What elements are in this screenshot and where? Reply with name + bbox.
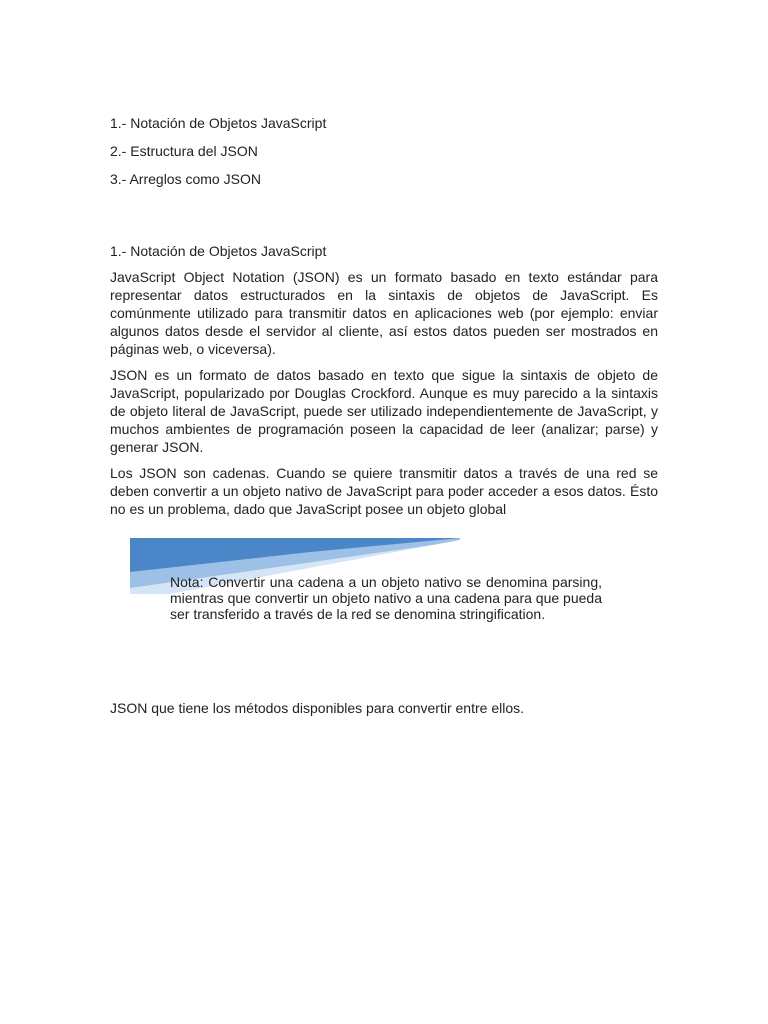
paragraph-json-definition: JavaScript Object Notation (JSON) es un formato basado en texto estándar para representar datos estructurados en la sintaxis de objetos de JavaScript. Es comúnmente utilizado para transmitir datos en aplicaciones web (por ejemplo: enviar algunos datos desde el servidor al cliente, así estos datos pueden ser mostrados en páginas web, o viceversa).: [110, 269, 658, 357]
section-content: [110, 242, 658, 517]
table-of-contents: [110, 114, 660, 198]
section-heading: 1.- Notación de Objetos JavaScript: [110, 243, 327, 259]
paragraph-json-format: JSON es un formato de datos basado en texto que sigue la sintaxis de objeto de JavaScript, popularizado por Douglas Crockford. Aunque es muy parecido a la sintaxis de objeto literal de JavaScript, puede ser utilizado independientemente de JavaScript, y muchos ambientes de programación poseen la capacidad de leer (analizar; parse) y generar JSON.: [110, 367, 658, 455]
toc-item-3: 3.- Arreglos como JSON: [110, 171, 261, 187]
paragraph-json-strings: Los JSON son cadenas. Cuando se quiere transmitir datos a través de una red se deben convertir a un objeto nativo de JavaScript para poder acceder a esos datos. Ésto no es un problema, dado que JavaScript posee un objeto global: [110, 465, 658, 517]
note-callout-text: Nota: Convertir una cadena a un objeto nativo se denomina parsing, mientras que convertir un objeto nativo a una cadena para que pueda ser transferido a través de la red se denomina stringification.: [170, 574, 602, 622]
continuation-paragraph: JSON que tiene los métodos disponibles para convertir entre ellos.: [110, 700, 524, 716]
toc-item-2: 2.- Estructura del JSON: [110, 143, 258, 159]
toc-item-1: 1.- Notación de Objetos JavaScript: [110, 115, 327, 131]
